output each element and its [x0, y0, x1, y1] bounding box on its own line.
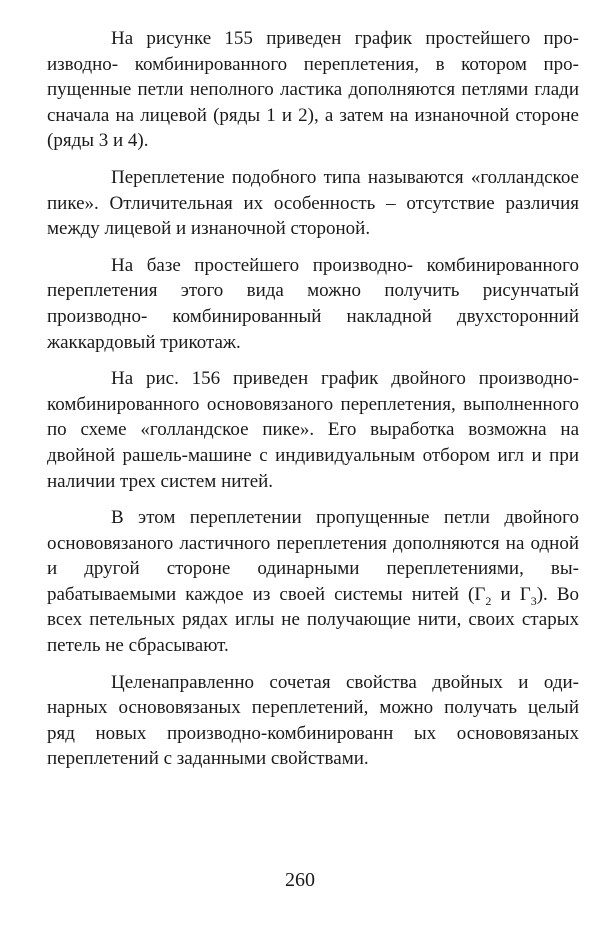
- paragraph-2: Переплетение подобного типа называются «голландское пике». Отличительная их особенность – отсутствие различия между лицевой и изнаночной стороной.: [47, 166, 579, 240]
- subscript-2: 2: [485, 593, 492, 608]
- page-number: 260: [285, 869, 315, 891]
- paragraph-1: На рисунке 155 приведен график простейшего производно- комбинированного переплетения, в котором пропущенные петли неполного ластика дополняются петлями глади сначала на лицевой (ряды 1 и 2), а затем на изнаночной стороне (ряды 3 и 4).: [47, 28, 579, 152]
- paragraph-5: [47, 505, 579, 659]
- paragraph-5-text-middle: и Г: [491, 583, 531, 605]
- paragraph-5-text-before: В этом переплетении пропущенные петли двойного основовязаного ластичного переплетения дополняются на одной и другой стороне одинарными переплетениями, вырабатываемыми каждое из своей системы нитей (Г: [47, 507, 579, 605]
- paragraph-5-text-after: ). Во всех петельных рядах иглы не получающие нити, своих старых петель не сбрасывают.: [47, 583, 580, 657]
- paragraph-4: На рис. 156 приведен график двойного производнокомбинированного основовязаного переплетения, выполненного по схеме «голландское пике». Его выработка возможна на двойной рашель-машине с индивидуальным отбором игл и при наличии трех систем нитей.: [47, 368, 579, 492]
- paragraph-6: Целенаправленно сочетая свойства двойных и одинарных основовязаных переплетений, можно получать целый ряд новых производно-комбинированн ых основовязаных переплетений с заданными свойствами.: [47, 671, 579, 770]
- paragraph-3: На базе простейшего производно- комбинированного переплетения этого вида можно получить рисунчатый производно- комбинированный накладной двухсторонний жаккардовый трикотаж.: [47, 254, 579, 353]
- subscript-3: 3: [530, 593, 537, 608]
- body-text: [47, 26, 579, 783]
